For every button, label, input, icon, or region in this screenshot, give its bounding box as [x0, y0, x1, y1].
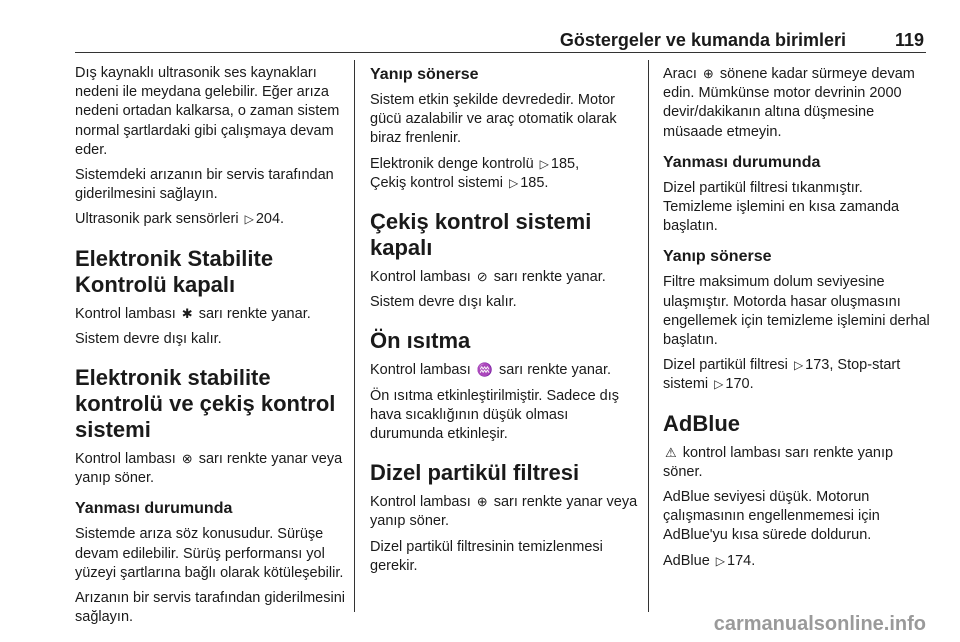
column-divider: [648, 60, 649, 612]
paragraph: Dizel partikül filtresinin temizlenmesi gerekir.: [370, 538, 603, 574]
subsection-heading: Yanması durumunda: [663, 153, 821, 171]
paragraph: Arızanın bir servis tarafından giderilmesini sağlayın.: [75, 590, 345, 626]
paragraph: Elektronik denge kontrolü ▷ 185, Çekiş kontrol sistemi ▷ 185.: [370, 155, 642, 193]
section-heading: AdBlue: [663, 410, 740, 436]
esc-tc-warning-icon: ⊗: [181, 451, 193, 467]
column-2: [370, 64, 642, 582]
dpf-warning-icon: ⊕: [476, 494, 488, 510]
paragraph: Kontrol lambası ⊗ sarı renkte yanar veya yanıp söner.: [75, 451, 343, 487]
paragraph: Dış kaynaklı ultrasonik ses kaynakları nedeni ile meydana gelebilir. Eğer arıza nedeni ortadan kalkarsa, o zaman sistem normal şartlardaki gibi çalışmaya devam eder.: [75, 65, 340, 158]
page-reference[interactable]: 185,: [550, 155, 580, 172]
paragraph: Sistem devre dışı kalır.: [370, 294, 517, 311]
paragraph: AdBlue seviyesi düşük. Motorun çalışmasının engellenmemesi için AdBlue'yu kısa sürede doldurun.: [663, 489, 880, 544]
section-heading: Elektronik stabilite kontrolü ve çekiş kontrol sistemi: [75, 365, 336, 443]
section-heading: Çekiş kontrol sistemi kapalı: [370, 209, 592, 261]
reference-arrow-icon: ▷: [715, 553, 726, 568]
page-reference[interactable]: 185.: [520, 174, 549, 191]
paragraph: Kontrol lambası ⊘ sarı renkte yanar.: [370, 269, 606, 286]
reference-arrow-icon: ▷: [244, 212, 254, 227]
reference-arrow-icon: ▷: [539, 156, 549, 171]
paragraph: Sistemde arıza söz konusudur. Sürüşe devam edilebilir. Sürüş performansı yol yüzeyi şartlarına bağlı olarak kötüleşebilir.: [75, 526, 344, 581]
paragraph: Aracı ⊕ sönene kadar sürmeye devam edin. Mümkünse motor devrinin 2000 devir/dakikanın altına düşmesine müsaade etmeyin.: [663, 66, 915, 140]
column-3: [663, 64, 935, 577]
subsection-heading: Yanıp sönerse: [663, 248, 772, 266]
watermark: carmanualsonline.info: [713, 613, 926, 635]
section-heading: Dizel partikül filtresi: [370, 460, 580, 486]
paragraph: Kontrol lambası ✱ sarı renkte yanar.: [75, 305, 311, 322]
page-reference[interactable]: 170.: [725, 376, 754, 393]
page-title: Göstergeler ve kumanda birimleri: [559, 30, 846, 50]
page-header: [75, 30, 926, 53]
adblue-warning-icon: ⚠: [665, 444, 677, 460]
paragraph: Dizel partikül filtresi tıkanmıştır. Temizleme işlemini en kısa zamanda başlatın.: [663, 179, 900, 235]
reference-arrow-icon: ▷: [508, 175, 519, 190]
reference-arrow-icon: ▷: [793, 358, 804, 373]
paragraph: Ultrasonik park sensörleri ▷ 204.: [75, 210, 347, 229]
section-heading: Elektronik Stabilite Kontrolü kapalı: [75, 245, 274, 297]
preheat-coil-icon: ♒: [476, 362, 493, 378]
page-reference[interactable]: 204.: [255, 211, 285, 228]
paragraph: Ön ısıtma etkinleştirilmiştir. Sadece dış hava sıcaklığının düşük olması durumunda etkinleşir.: [370, 387, 619, 443]
paragraph: Dizel partikül filtresi ▷ 173, Stop-start sistemi ▷ 170.: [663, 356, 935, 394]
paragraph: Sistem etkin şekilde devrededir. Motor gücü azalabilir ve araç otomatik olarak biraz frenlenir.: [370, 92, 617, 147]
paragraph: Filtre maksimum dolum seviyesine ulaşmıştır. Motorda hasar oluşmasını engellemek için temizleme işlemini derhal başlatın.: [663, 274, 930, 349]
paragraph: Kontrol lambası ♒ sarı renkte yanar.: [370, 362, 612, 379]
paragraph: Sistem devre dışı kalır.: [75, 330, 222, 347]
page-number: 119: [894, 30, 924, 50]
section-heading: Ön ısıtma: [370, 328, 471, 354]
page-reference[interactable]: 174.: [727, 552, 756, 569]
tc-off-warning-icon: ⊘: [476, 269, 488, 285]
column-1: [75, 64, 347, 633]
page-reference[interactable]: 173, Stop-start sistemi: [663, 357, 901, 393]
column-divider: [354, 60, 355, 612]
esc-off-warning-icon: ✱: [181, 305, 193, 321]
dpf-warning-icon: ⊕: [702, 66, 714, 81]
paragraph: ⚠ kontrol lambası sarı renkte yanıp söner.: [663, 444, 894, 480]
subsection-heading: Yanması durumunda: [75, 500, 233, 518]
reference-arrow-icon: ▷: [714, 377, 724, 392]
paragraph: AdBlue ▷ 174.: [663, 552, 935, 571]
paragraph: Sistemdeki arızanın bir servis tarafından giderilmesini sağlayın.: [75, 167, 334, 203]
subsection-heading: Yanıp sönerse: [370, 66, 479, 83]
paragraph: Kontrol lambası ⊕ sarı renkte yanar veya yanıp söner.: [370, 494, 638, 530]
